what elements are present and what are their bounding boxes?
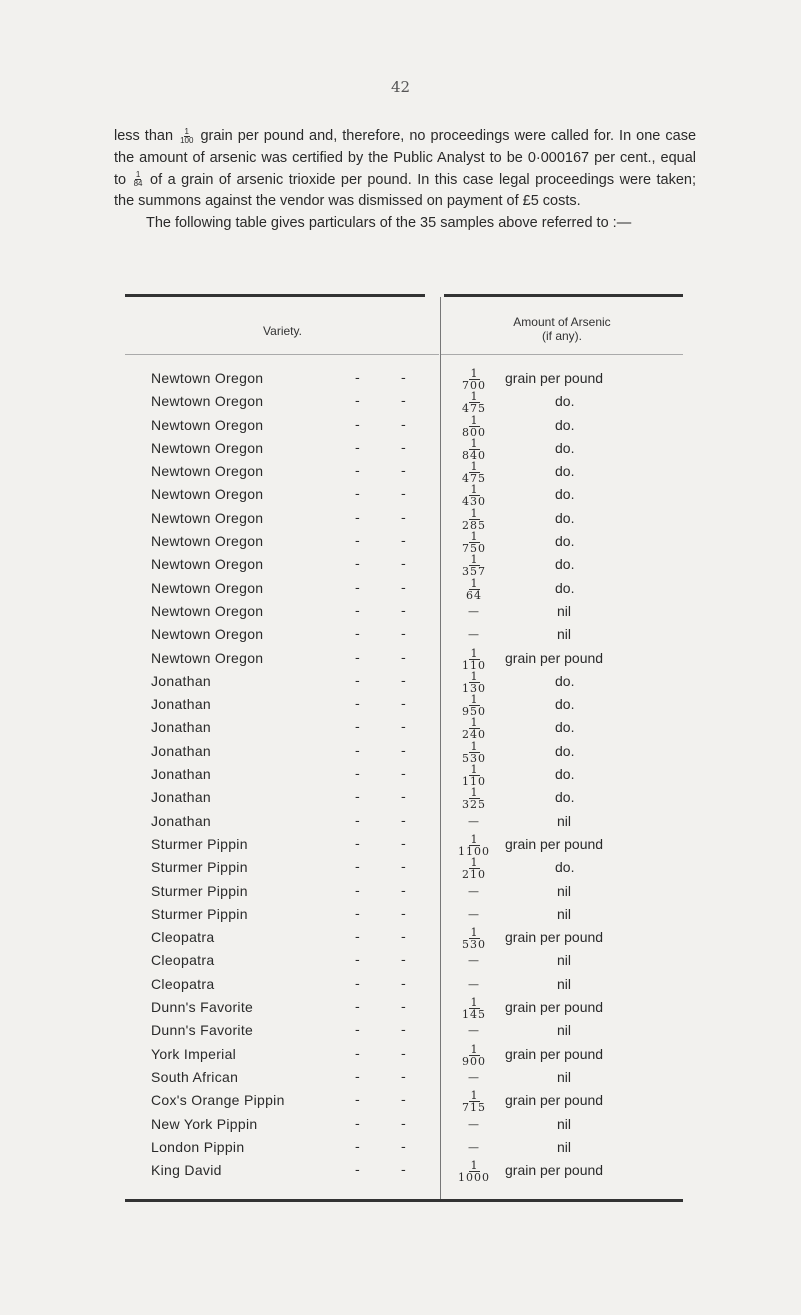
amount-unit: grain per pound bbox=[505, 1092, 604, 1109]
leader-dash: - bbox=[355, 1022, 360, 1039]
variety-cell: Newtown Oregon bbox=[151, 370, 264, 386]
nil-dash: — bbox=[468, 1140, 479, 1154]
amount-nil: nil bbox=[557, 1115, 572, 1132]
table-row bbox=[125, 600, 683, 623]
leader-dash: - bbox=[401, 719, 406, 736]
table-row bbox=[125, 1136, 683, 1159]
fraction-denominator: 530 bbox=[462, 938, 486, 952]
variety-cell: Cleopatra bbox=[151, 952, 215, 969]
nil-dash: — bbox=[468, 884, 479, 898]
fraction-denominator: 530 bbox=[462, 751, 486, 765]
table-row bbox=[125, 926, 683, 952]
nil-dash: — bbox=[468, 907, 479, 921]
leader-dash: - bbox=[401, 1022, 406, 1039]
variety-cell: Jonathan bbox=[151, 672, 212, 689]
amount-nil: nil bbox=[557, 975, 572, 992]
leader-dash: - bbox=[355, 579, 360, 596]
header-amount-line2: (if any). bbox=[541, 329, 582, 343]
arsenic-table bbox=[125, 294, 679, 1210]
variety-cell: Jonathan bbox=[151, 719, 212, 736]
amount-nil: nil bbox=[557, 1022, 572, 1039]
amount-unit: do. bbox=[555, 672, 575, 689]
amount-unit: do. bbox=[555, 579, 575, 596]
leader-dash: - bbox=[401, 439, 406, 456]
fraction-denominator: 430 bbox=[462, 495, 486, 509]
leader-dash: - bbox=[401, 696, 406, 713]
intro-paragraph-1 bbox=[114, 126, 696, 213]
leader-dash: - bbox=[355, 719, 360, 736]
fraction-numerator: 1 bbox=[470, 693, 478, 707]
leader-dash: - bbox=[355, 463, 360, 480]
leader-dash: - bbox=[355, 556, 360, 573]
leader-dash: - bbox=[355, 999, 360, 1016]
fraction-denominator: 110 bbox=[462, 658, 486, 672]
amount-unit: grain per pound bbox=[505, 1045, 604, 1062]
leader-dash: - bbox=[355, 533, 360, 550]
amount-unit: do. bbox=[555, 766, 575, 783]
leader-dash: - bbox=[355, 1045, 360, 1062]
leader-dash: - bbox=[355, 626, 360, 643]
header-variety: Variety. bbox=[263, 324, 302, 338]
amount-unit: do. bbox=[555, 509, 575, 526]
leader-dash: - bbox=[355, 952, 360, 969]
table-row bbox=[125, 996, 683, 1022]
fraction-numerator: 1 bbox=[470, 763, 478, 777]
arsenic-fraction bbox=[447, 392, 501, 414]
leader-dash: - bbox=[401, 929, 406, 946]
fraction-denominator: 145 bbox=[462, 1008, 486, 1022]
arsenic-fraction bbox=[447, 555, 501, 577]
variety-cell: Sturmer Pippin bbox=[151, 905, 248, 922]
fraction-one-hundredth bbox=[180, 128, 193, 145]
intro-text-b: grain per pound and, therefore, no proceedings were called for. In one case the amount of arsenic was certified by the Public Analyst to be 0·000167 per cent., equal to bbox=[114, 128, 697, 188]
leader-dash: - bbox=[401, 999, 406, 1016]
fraction-numerator: 1 bbox=[470, 413, 478, 427]
table-row bbox=[125, 763, 683, 789]
arsenic-fraction bbox=[447, 369, 501, 391]
arsenic-fraction bbox=[447, 576, 501, 602]
table-row bbox=[125, 740, 683, 763]
leader-dash: - bbox=[401, 509, 406, 526]
amount-nil: nil bbox=[557, 952, 572, 969]
fraction-denominator: 950 bbox=[462, 705, 486, 719]
amount-unit: do. bbox=[555, 533, 575, 550]
table-row bbox=[125, 460, 683, 486]
fraction-numerator: 1 bbox=[470, 996, 478, 1010]
table-row bbox=[125, 507, 683, 530]
leader-dash: - bbox=[355, 742, 360, 759]
table-row bbox=[125, 880, 683, 903]
leader-dash: - bbox=[355, 439, 360, 456]
variety-cell: Dunn's Favorite bbox=[151, 1022, 254, 1039]
nil-dash: — bbox=[468, 954, 479, 968]
fraction-numerator: 1 bbox=[470, 832, 478, 846]
leader-dash: - bbox=[355, 975, 360, 992]
arsenic-fraction bbox=[447, 832, 501, 858]
variety-cell: South African bbox=[151, 1068, 239, 1085]
leader-dash: - bbox=[355, 370, 360, 386]
leader-dash: - bbox=[401, 859, 406, 876]
fraction-denominator: 285 bbox=[462, 518, 486, 532]
variety-cell: Newtown Oregon bbox=[151, 626, 264, 643]
leader-dash: - bbox=[355, 416, 360, 433]
nil-dash: — bbox=[468, 1070, 479, 1084]
amount-nil: nil bbox=[557, 882, 572, 899]
variety-cell: Newtown Oregon bbox=[151, 533, 264, 550]
amount-unit: do. bbox=[555, 439, 575, 456]
arsenic-fraction bbox=[447, 739, 501, 765]
variety-cell: Newtown Oregon bbox=[151, 556, 264, 573]
leader-dash: - bbox=[401, 1068, 406, 1085]
leader-dash: - bbox=[355, 696, 360, 713]
variety-cell: Newtown Oregon bbox=[151, 486, 264, 503]
table-row bbox=[125, 1159, 683, 1185]
table-row bbox=[125, 1043, 683, 1066]
variety-cell: Cox's Orange Pippin bbox=[151, 1092, 285, 1109]
fraction-numerator: 1 bbox=[470, 856, 478, 870]
table-body bbox=[125, 367, 683, 1185]
fraction-denominator: 100 bbox=[180, 135, 194, 145]
intro-paragraph-2: The following table gives particulars of the 35 samples above referred to :— bbox=[146, 215, 632, 232]
amount-unit: do. bbox=[555, 556, 575, 573]
variety-cell: Newtown Oregon bbox=[151, 579, 264, 596]
leader-dash: - bbox=[355, 859, 360, 876]
fraction-numerator: 1 bbox=[470, 669, 478, 683]
header-amount bbox=[441, 315, 683, 343]
fraction-numerator: 1 bbox=[470, 576, 478, 590]
amount-unit: do. bbox=[555, 486, 575, 503]
variety-cell: Sturmer Pippin bbox=[151, 882, 248, 899]
table-row bbox=[125, 390, 683, 416]
table-row bbox=[125, 670, 683, 693]
leader-dash: - bbox=[401, 742, 406, 759]
fraction-denominator: 475 bbox=[462, 472, 486, 486]
fraction-denominator: 210 bbox=[462, 868, 486, 882]
table-row bbox=[125, 1089, 683, 1115]
leader-dash: - bbox=[401, 556, 406, 573]
table-row bbox=[125, 530, 683, 556]
arsenic-fraction bbox=[447, 765, 501, 787]
leader-dash: - bbox=[355, 789, 360, 806]
leader-dash: - bbox=[401, 835, 406, 852]
amount-unit: do. bbox=[555, 742, 575, 759]
fraction-denominator: 240 bbox=[462, 728, 486, 742]
fraction-denominator: 84 bbox=[133, 179, 143, 189]
variety-cell: London Pippin bbox=[151, 1138, 245, 1155]
variety-cell: Newtown Oregon bbox=[151, 463, 264, 480]
variety-cell: Cleopatra bbox=[151, 929, 215, 946]
nil-dash: — bbox=[468, 977, 479, 991]
arsenic-fraction bbox=[447, 532, 501, 554]
fraction-numerator: 1 bbox=[470, 436, 478, 450]
leader-dash: - bbox=[401, 766, 406, 783]
table-bottom-rule bbox=[125, 1199, 683, 1202]
fraction-numerator: 1 bbox=[470, 1089, 478, 1103]
leader-dash: - bbox=[401, 626, 406, 643]
arsenic-fraction bbox=[447, 1091, 501, 1113]
fraction-numerator: 1 bbox=[470, 739, 478, 753]
variety-cell: Jonathan bbox=[151, 812, 212, 829]
fraction-numerator: 1 bbox=[470, 646, 478, 660]
variety-cell: Newtown Oregon bbox=[151, 393, 264, 410]
arsenic-fraction bbox=[447, 646, 501, 672]
fraction-numerator: 1 bbox=[470, 460, 478, 474]
variety-cell: Jonathan bbox=[151, 696, 212, 713]
nil-dash: — bbox=[468, 814, 479, 828]
page-number: 42 bbox=[390, 78, 411, 96]
leader-dash: - bbox=[401, 579, 406, 596]
fraction-denominator: 357 bbox=[462, 565, 486, 579]
arsenic-fraction bbox=[447, 695, 501, 717]
leader-dash: - bbox=[401, 463, 406, 480]
intro-text bbox=[114, 126, 696, 235]
table-row bbox=[125, 1066, 683, 1089]
table-row bbox=[125, 623, 683, 646]
table-row bbox=[125, 367, 683, 390]
table-row bbox=[125, 810, 683, 833]
table-row bbox=[125, 577, 683, 600]
leader-dash: - bbox=[355, 672, 360, 689]
leader-dash: - bbox=[401, 1115, 406, 1132]
fraction-numerator: 1 bbox=[470, 506, 478, 520]
table-row bbox=[125, 903, 683, 926]
leader-dash: - bbox=[355, 929, 360, 946]
amount-nil: nil bbox=[557, 1068, 572, 1085]
arsenic-fraction bbox=[447, 506, 501, 532]
leader-dash: - bbox=[401, 602, 406, 619]
variety-cell: Newtown Oregon bbox=[151, 649, 264, 666]
arsenic-fraction bbox=[447, 788, 501, 810]
leader-dash: - bbox=[401, 393, 406, 410]
table-row bbox=[125, 1113, 683, 1136]
arsenic-fraction bbox=[447, 436, 501, 462]
variety-cell: Jonathan bbox=[151, 766, 212, 783]
variety-cell: Newtown Oregon bbox=[151, 416, 264, 433]
leader-dash: - bbox=[401, 649, 406, 666]
leader-dash: - bbox=[355, 812, 360, 829]
fraction-denominator: 750 bbox=[462, 542, 486, 556]
arsenic-fraction bbox=[447, 413, 501, 439]
fraction-denominator: 900 bbox=[462, 1054, 486, 1068]
header-amount-line1: Amount of Arsenic bbox=[513, 315, 611, 329]
fraction-denominator: 700 bbox=[462, 379, 486, 392]
fraction-denominator: 715 bbox=[462, 1101, 486, 1115]
leader-dash: - bbox=[355, 882, 360, 899]
amount-nil: nil bbox=[557, 1138, 572, 1155]
leader-dash: - bbox=[401, 1138, 406, 1155]
nil-dash: — bbox=[468, 1024, 479, 1038]
intro-text-a: less than bbox=[114, 128, 174, 144]
leader-dash: - bbox=[355, 1115, 360, 1132]
nil-dash: — bbox=[468, 628, 479, 642]
arsenic-fraction bbox=[447, 1042, 501, 1068]
variety-cell: Jonathan bbox=[151, 742, 212, 759]
fraction-denominator: 840 bbox=[462, 448, 486, 462]
leader-dash: - bbox=[355, 393, 360, 410]
table-row bbox=[125, 483, 683, 509]
fraction-numerator: 1 bbox=[470, 367, 478, 380]
leader-dash: - bbox=[401, 533, 406, 550]
leader-dash: - bbox=[355, 1162, 360, 1179]
fraction-numerator: 1 bbox=[135, 170, 141, 180]
fraction-numerator: 1 bbox=[470, 716, 478, 730]
variety-cell: Jonathan bbox=[151, 789, 212, 806]
leader-dash: - bbox=[401, 905, 406, 922]
leader-dash: - bbox=[355, 1068, 360, 1085]
table-top-rule-left bbox=[125, 294, 425, 297]
amount-nil: nil bbox=[557, 626, 572, 643]
fraction-denominator: 475 bbox=[462, 402, 486, 416]
leader-dash: - bbox=[401, 812, 406, 829]
amount-unit: do. bbox=[555, 696, 575, 713]
table-row bbox=[125, 786, 683, 812]
leader-dash: - bbox=[401, 416, 406, 433]
header-rule-right bbox=[441, 354, 683, 355]
variety-cell: New York Pippin bbox=[151, 1115, 258, 1132]
variety-cell: Cleopatra bbox=[151, 975, 215, 992]
nil-dash: — bbox=[468, 604, 479, 618]
table-row bbox=[125, 716, 683, 742]
table-row bbox=[125, 1019, 683, 1042]
leader-dash: - bbox=[355, 766, 360, 783]
amount-unit: do. bbox=[555, 416, 575, 433]
arsenic-fraction bbox=[447, 1161, 501, 1183]
leader-dash: - bbox=[355, 649, 360, 666]
variety-cell: Dunn's Favorite bbox=[151, 999, 254, 1016]
fraction-denominator: 130 bbox=[462, 681, 486, 695]
leader-dash: - bbox=[401, 1162, 406, 1179]
arsenic-fraction bbox=[447, 485, 501, 507]
leader-dash: - bbox=[401, 486, 406, 503]
amount-unit: do. bbox=[555, 789, 575, 806]
arsenic-fraction bbox=[447, 998, 501, 1020]
table-row bbox=[125, 553, 683, 579]
variety-cell: Newtown Oregon bbox=[151, 509, 264, 526]
amount-unit: grain per pound bbox=[505, 835, 604, 852]
amount-unit: grain per pound bbox=[505, 370, 604, 386]
leader-dash: - bbox=[401, 672, 406, 689]
amount-unit: grain per pound bbox=[505, 649, 604, 666]
intro-text-c: of a grain of arsenic trioxide per pound. In this case legal proceedings were taken; the summons against the vendor was dismissed on payment of £5 costs. bbox=[114, 171, 696, 210]
fraction-numerator: 1 bbox=[184, 126, 189, 136]
variety-cell: King David bbox=[151, 1162, 222, 1179]
amount-unit: do. bbox=[555, 393, 575, 410]
table-row bbox=[125, 973, 683, 996]
nil-dash: — bbox=[468, 1117, 479, 1131]
leader-dash: - bbox=[355, 509, 360, 526]
arsenic-fraction bbox=[447, 858, 501, 880]
table-row bbox=[125, 833, 683, 856]
fraction-numerator: 1 bbox=[470, 786, 478, 800]
fraction-numerator: 1 bbox=[470, 1159, 478, 1173]
leader-dash: - bbox=[401, 975, 406, 992]
table-row bbox=[125, 437, 683, 460]
leader-dash: - bbox=[401, 1045, 406, 1062]
fraction-denominator: 325 bbox=[462, 798, 486, 812]
leader-dash: - bbox=[401, 882, 406, 899]
arsenic-fraction bbox=[447, 462, 501, 484]
fraction-numerator: 1 bbox=[470, 390, 478, 404]
variety-cell: York Imperial bbox=[151, 1045, 237, 1062]
variety-cell: Newtown Oregon bbox=[151, 439, 264, 456]
amount-nil: nil bbox=[557, 602, 572, 619]
arsenic-fraction bbox=[447, 718, 501, 740]
table-row bbox=[125, 856, 683, 882]
amount-unit: grain per pound bbox=[505, 1162, 604, 1179]
fraction-numerator: 1 bbox=[470, 926, 478, 940]
amount-unit: grain per pound bbox=[505, 999, 604, 1016]
leader-dash: - bbox=[355, 602, 360, 619]
leader-dash: - bbox=[355, 905, 360, 922]
fraction-one-84th bbox=[134, 171, 143, 188]
amount-nil: nil bbox=[557, 812, 572, 829]
arsenic-fraction bbox=[447, 669, 501, 695]
leader-dash: - bbox=[401, 1092, 406, 1109]
leader-dash: - bbox=[401, 370, 406, 386]
fraction-denominator: 1100 bbox=[458, 844, 490, 858]
leader-dash: - bbox=[401, 789, 406, 806]
header-rule-left bbox=[125, 354, 439, 355]
amount-unit: do. bbox=[555, 859, 575, 876]
leader-dash: - bbox=[355, 486, 360, 503]
leader-dash: - bbox=[355, 835, 360, 852]
table-row bbox=[125, 647, 683, 670]
table-row bbox=[125, 693, 683, 719]
table-top-rule-right bbox=[444, 294, 683, 297]
fraction-numerator: 1 bbox=[470, 1042, 478, 1056]
leader-dash: - bbox=[355, 1092, 360, 1109]
fraction-denominator: 110 bbox=[462, 775, 486, 789]
fraction-denominator: 64 bbox=[466, 588, 482, 602]
leader-dash: - bbox=[355, 1138, 360, 1155]
leader-dash: - bbox=[401, 952, 406, 969]
amount-unit: grain per pound bbox=[505, 929, 604, 946]
variety-cell: Sturmer Pippin bbox=[151, 835, 248, 852]
fraction-denominator: 1000 bbox=[458, 1171, 490, 1185]
amount-unit: do. bbox=[555, 463, 575, 480]
amount-nil: nil bbox=[557, 905, 572, 922]
amount-unit: do. bbox=[555, 719, 575, 736]
table-row bbox=[125, 949, 683, 972]
fraction-denominator: 800 bbox=[462, 425, 486, 439]
fraction-numerator: 1 bbox=[470, 530, 478, 544]
variety-cell: Sturmer Pippin bbox=[151, 859, 248, 876]
fraction-numerator: 1 bbox=[470, 553, 478, 567]
variety-cell: Newtown Oregon bbox=[151, 602, 264, 619]
fraction-numerator: 1 bbox=[470, 483, 478, 497]
arsenic-fraction bbox=[447, 928, 501, 950]
table-row bbox=[125, 414, 683, 437]
